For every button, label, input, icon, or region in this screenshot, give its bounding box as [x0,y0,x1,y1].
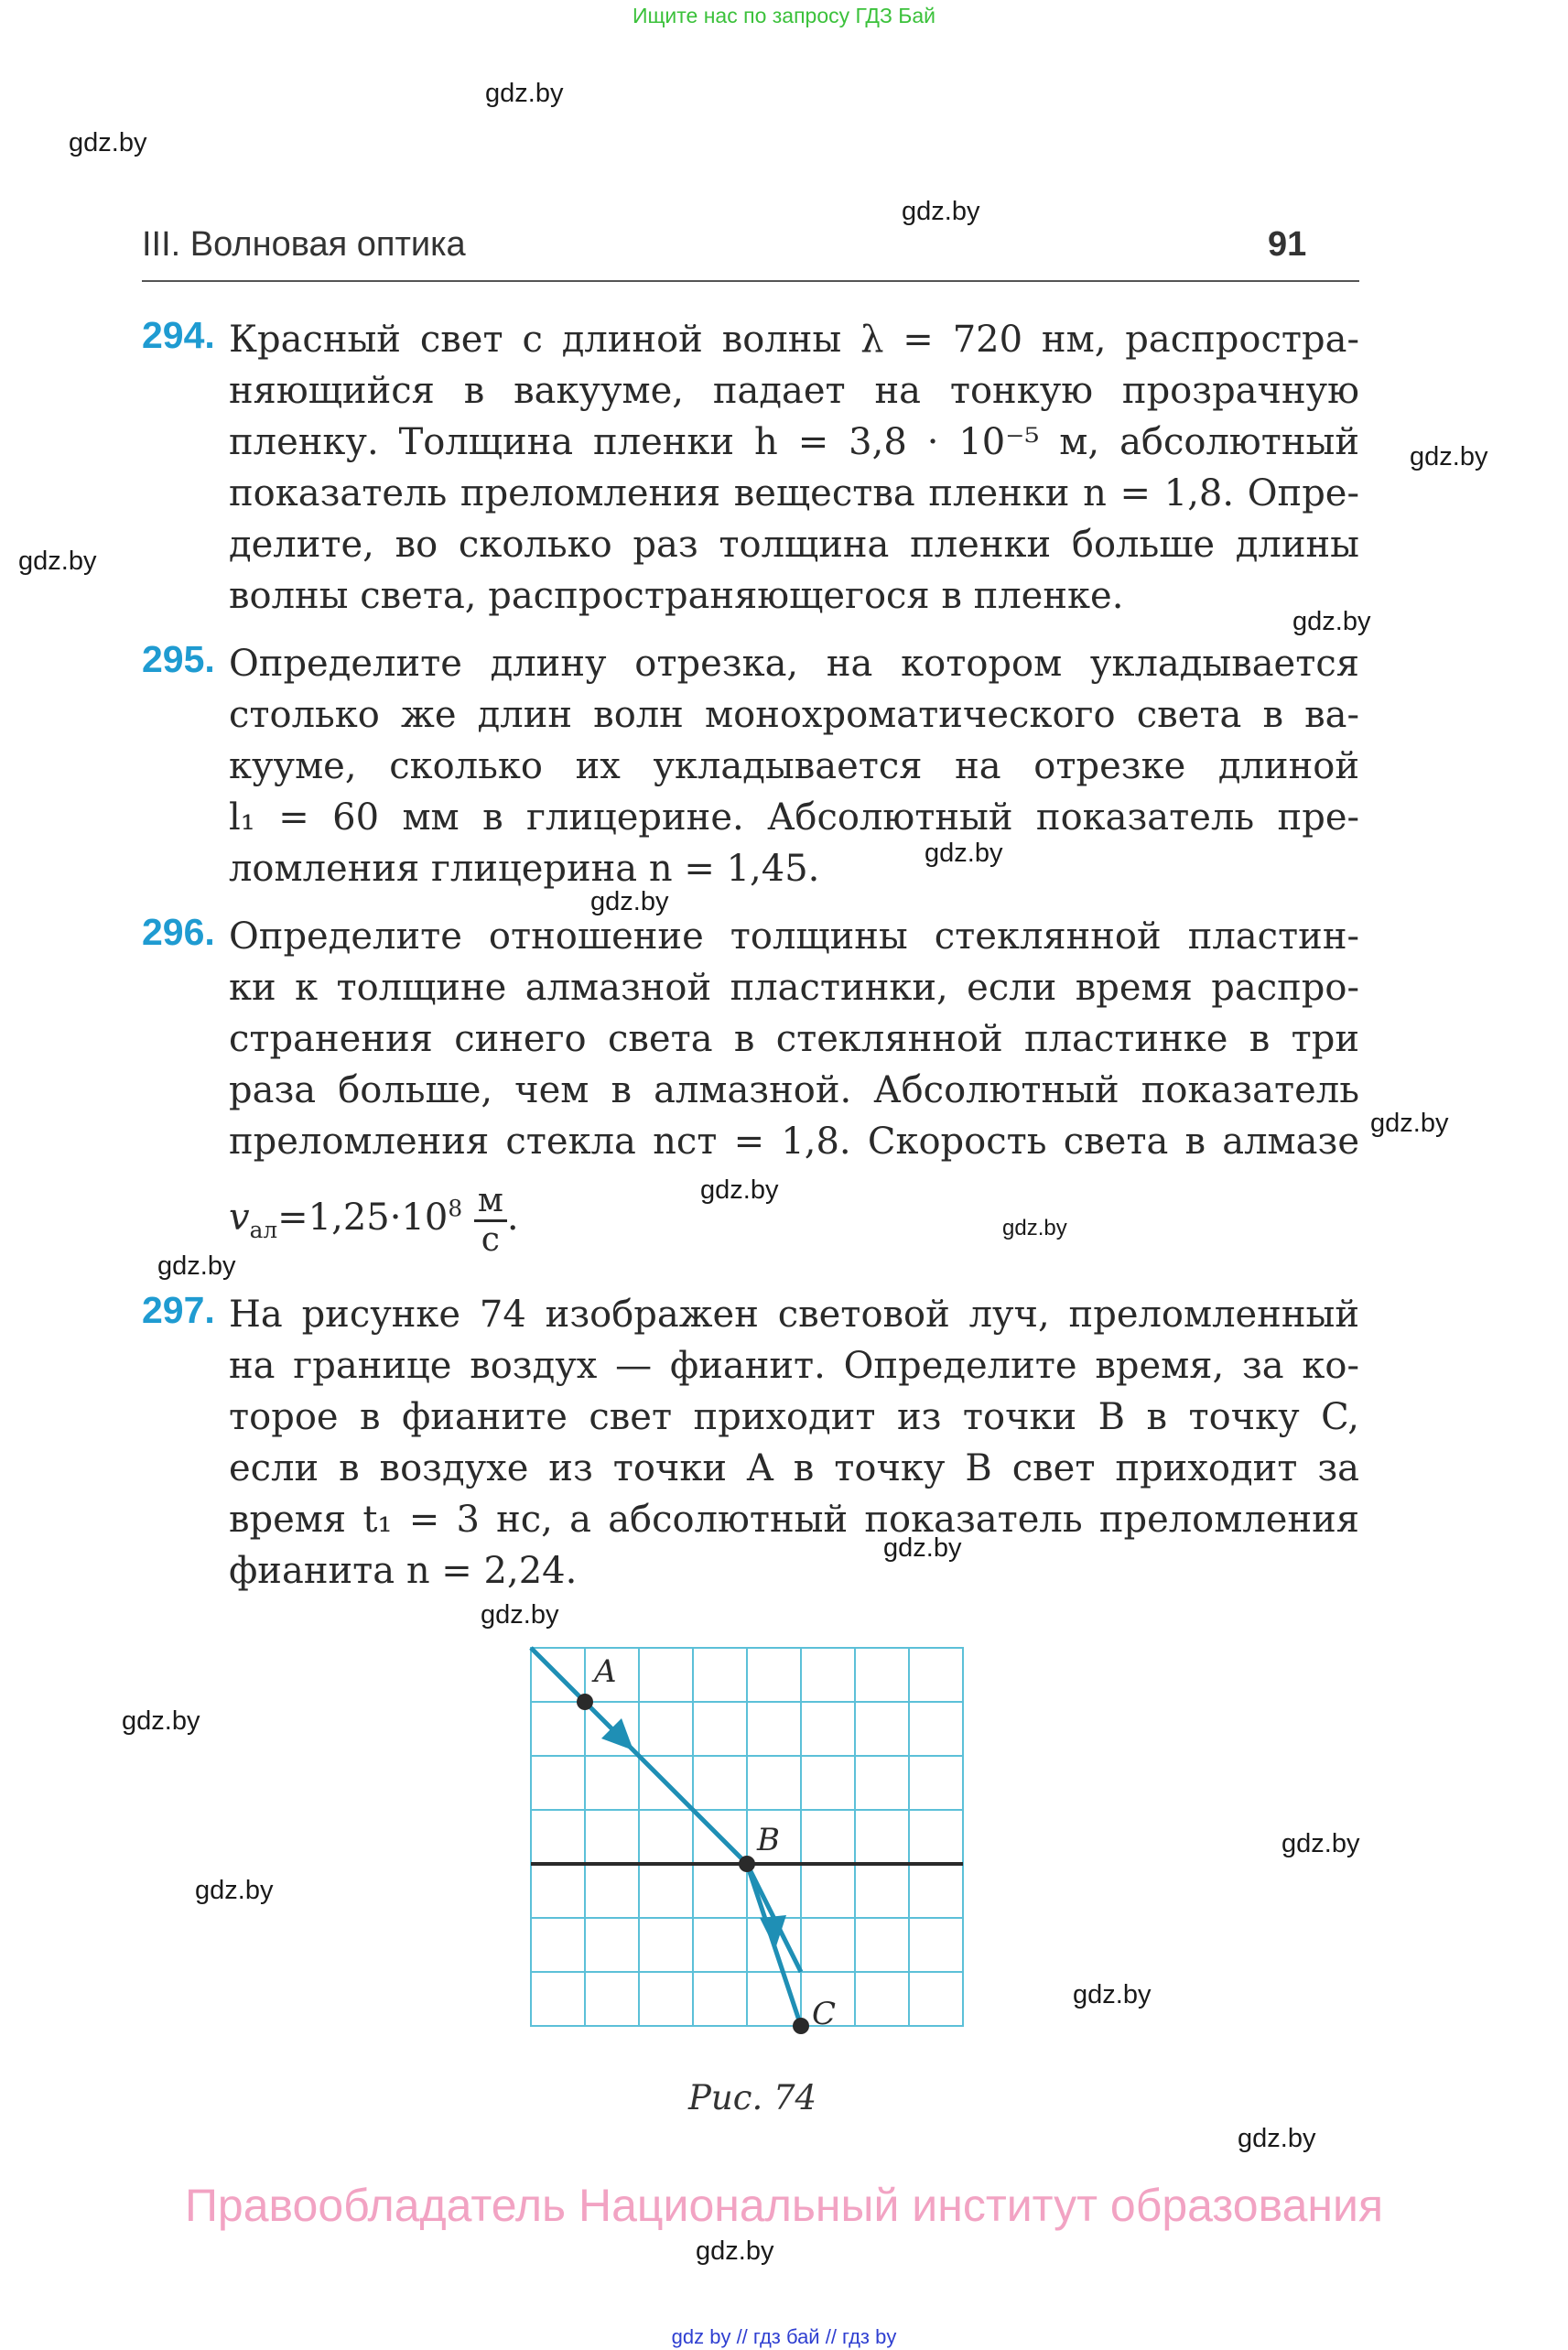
problem-number: 297. [142,1289,215,1331]
footer-links[interactable]: gdz by // гдз бай // гдз by [671,2325,897,2348]
problem-line: няющийся в вакууме, падает на тонкую прозрачную [229,370,1359,412]
section-title: III. Волновая оптика [142,225,466,264]
problem-line: ломления глицерина n = 1,45. [229,848,820,890]
refraction-figure [526,1643,966,2037]
formula-subscript: ал [249,1217,278,1243]
formula-exponent: 8 [448,1195,463,1222]
watermark: gdz.by [590,887,669,916]
problem-line: на границе воздух — фианит. Определите время, за ко- [229,1345,1359,1387]
problem-line: преломления стекла nст = 1,8. Скорость света в алмазе [229,1121,1359,1163]
watermark: gdz.by [902,197,980,226]
unit-denominator: с [481,1220,500,1259]
header-rule [142,280,1359,282]
unit-numerator: м [474,1183,507,1222]
watermark: gdz.by [925,839,1003,868]
speed-formula [229,1176,519,1259]
problem-line: пленку. Толщина пленки h = 3,8 · 10⁻⁵ м, абсолютный [229,421,1359,463]
problem-line: На рисунке 74 изображен световой луч, преломленный [229,1294,1359,1336]
problem-line: Определите отношение толщины стеклянной пластин- [229,915,1359,958]
watermark: gdz.by [1238,2124,1316,2153]
watermark: gdz.by [700,1175,779,1205]
problem-line: время t₁ = 3 нс, а абсолютный показатель преломления [229,1499,1359,1541]
problem-line: кууме, сколько их укладывается на отрезке длиной [229,745,1359,787]
watermark: gdz.by [696,2236,774,2266]
problem-line: Определите длину отрезка, на котором укладывается [229,643,1359,685]
watermark: gdz.by [195,1876,274,1905]
problem-line: торое в фианите свет приходит из точки B в точку C, [229,1396,1359,1438]
problem-line: странения синего света в стеклянной пластинке в три [229,1018,1359,1060]
page-number: 91 [1268,225,1307,264]
watermark: gdz.by [485,79,564,108]
watermark: gdz.by [18,547,97,576]
label-c: C [812,1996,837,2032]
problem-number: 296. [142,911,215,953]
formula-value: =1,25·10 [277,1197,449,1239]
formula-variable: v [229,1197,250,1239]
watermark: gdz.by [883,1533,962,1563]
figure-caption: Рис. 74 [688,2078,817,2117]
problem-number: 294. [142,314,215,356]
watermark: gdz.by [1410,442,1488,471]
watermark: gdz.by [1370,1109,1449,1138]
problem-line: волны света, распространяющегося в пленке. [229,575,1124,617]
rights-holder: Правообладатель Национальный институт образования [184,2180,1384,2231]
grid [531,1648,963,2026]
watermark: gdz.by [122,1706,200,1736]
top-banner[interactable]: Ищите нас по запросу ГДЗ Бай [632,4,936,27]
problem-line: ки к толщине алмазной пластинки, если время распро- [229,967,1359,1009]
watermark: gdz.by [1073,1980,1152,2009]
point-a [577,1694,593,1710]
problem-line: l₁ = 60 мм в глицерине. Абсолютный показатель пре- [229,796,1359,839]
problem-line: раза больше, чем в алмазной. Абсолютный показатель [229,1069,1359,1111]
watermark: gdz.by [1292,607,1371,636]
watermark: gdz.by [157,1251,236,1281]
watermark: gdz.by [69,128,147,157]
unit-fraction [474,1183,507,1259]
watermark: gdz.by [1002,1216,1067,1240]
problem-line: столько же длин волн монохроматического света в ва- [229,694,1359,736]
problem-line: фианита n = 2,24. [229,1550,578,1592]
point-c [793,2018,809,2034]
label-a: A [594,1653,617,1690]
problem-line: делите, во сколько раз толщина пленки больше длины [229,524,1359,566]
problem-line: показатель преломления вещества пленки n = 1,8. Опре- [229,472,1359,514]
point-b [739,1856,755,1872]
formula-end: . [506,1197,519,1239]
watermark: gdz.by [1281,1829,1360,1858]
problem-line: если в воздухе из точки A в точку B свет приходит за [229,1447,1359,1489]
label-b: B [757,1822,780,1858]
problem-number: 295. [142,638,215,680]
watermark: gdz.by [481,1600,559,1630]
problem-line: Красный свет с длиной волны λ = 720 нм, распростра- [229,319,1359,361]
